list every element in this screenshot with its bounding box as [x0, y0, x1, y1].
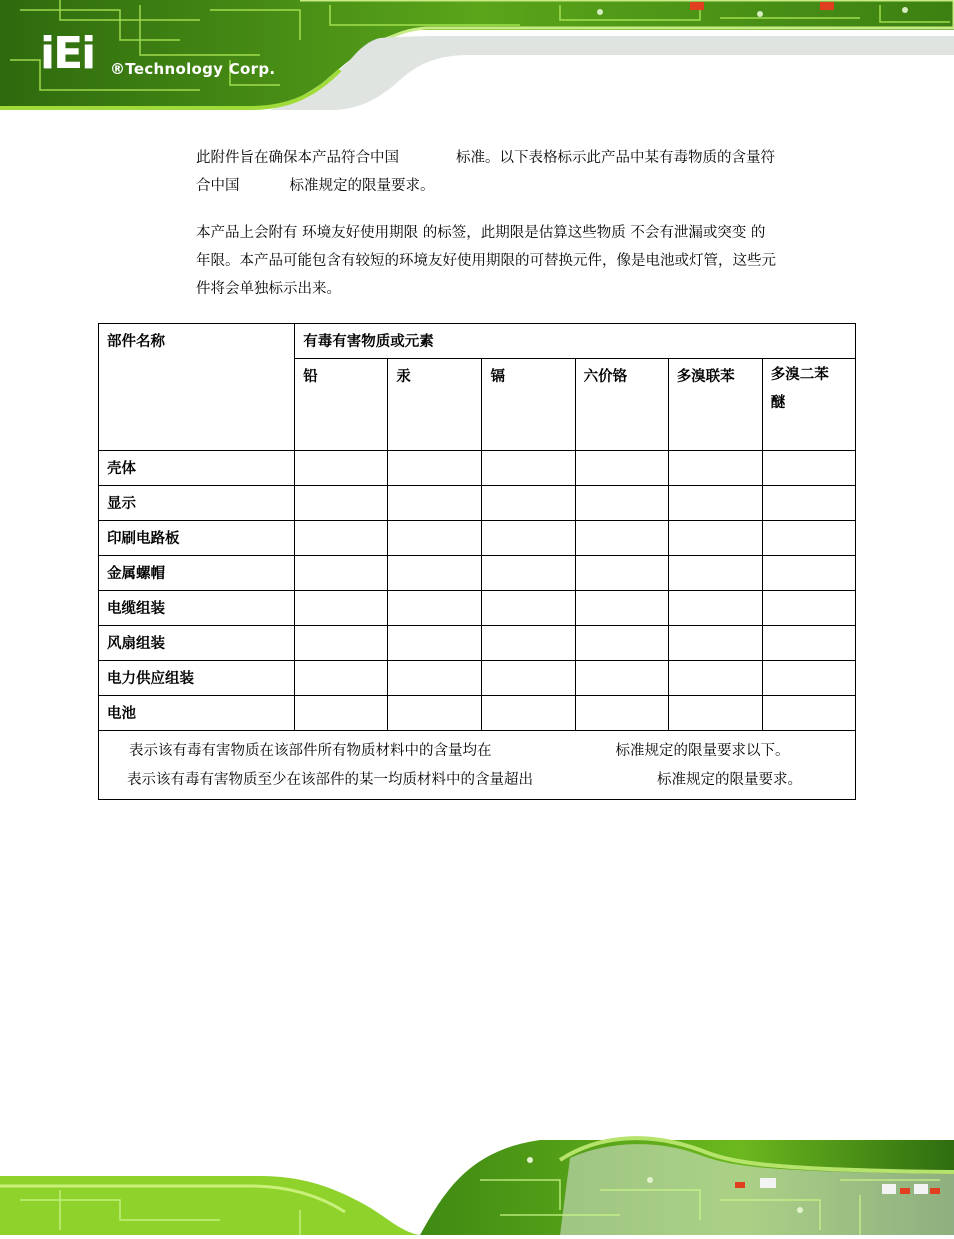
table-row [99, 556, 856, 591]
substance-header: 六价铬 [575, 359, 668, 451]
part-name-cell: 壳体 [99, 451, 295, 486]
table-row [99, 486, 856, 521]
hazardous-substance-table [98, 323, 856, 800]
table-row [99, 451, 856, 486]
footer-banner [0, 1120, 954, 1235]
part-name-header: 部件名称 [99, 324, 295, 451]
table-notes [99, 731, 856, 800]
part-name-cell: 印刷电路板 [99, 521, 295, 556]
intro-text: 合中国 [196, 178, 240, 194]
intro-text: 本产品上会附有 环境友好使用期限 的标签，此期限是估算这些物质 不会有泄漏或突变 的 [196, 225, 766, 241]
header-banner [0, 0, 954, 118]
substance-header: 汞 [388, 359, 482, 451]
part-name-cell: 显示 [99, 486, 295, 521]
intro-text: 标准规定的限量要求。 [289, 178, 435, 194]
intro-text: 标准。以下表格标示此产品中某有毒物质的含量符 [456, 150, 775, 166]
part-name-cell: 电池 [99, 696, 295, 731]
note-text: 表示该有毒有害物质至少在该部件的某一均质材料中的含量超出 [127, 772, 533, 788]
table-row [99, 696, 856, 731]
company-logo: iEi [40, 28, 95, 79]
table-row [99, 591, 856, 626]
intro-text: 件将会单独标示出来。 [196, 281, 341, 297]
substance-group-header: 有毒有害物质或元素 [295, 324, 856, 359]
intro-paragraph-2 [196, 219, 826, 303]
company-name: ®Technology Corp. [110, 60, 276, 78]
intro-text: 年限。本产品可能包含有较短的环境友好使用期限的可替换元件，像是电池或灯管，这些元 [196, 253, 776, 269]
pcb-footer-graphic [0, 1120, 954, 1235]
intro-paragraph-1 [196, 144, 826, 200]
substance-header: 多溴二苯 醚 [762, 359, 855, 451]
part-name-cell: 风扇组装 [99, 626, 295, 661]
substance-header: 镉 [482, 359, 575, 451]
substance-header: 铅 [295, 359, 388, 451]
part-name-cell: 金属螺帽 [99, 556, 295, 591]
table-row [99, 626, 856, 661]
pcb-header-graphic [0, 0, 954, 118]
part-name-cell: 电缆组装 [99, 591, 295, 626]
note-text: 标准规定的限量要求以下。 [615, 743, 790, 759]
substance-header: 多溴联苯 [668, 359, 762, 451]
table-row [99, 521, 856, 556]
intro-text: 此附件旨在确保本产品符合中国 [196, 150, 399, 166]
part-name-cell: 电力供应组装 [99, 661, 295, 696]
note-text: 标准规定的限量要求。 [657, 772, 802, 788]
note-text: 表示该有毒有害物质在该部件所有物质材料中的含量均在 [129, 743, 492, 759]
table-row [99, 661, 856, 696]
